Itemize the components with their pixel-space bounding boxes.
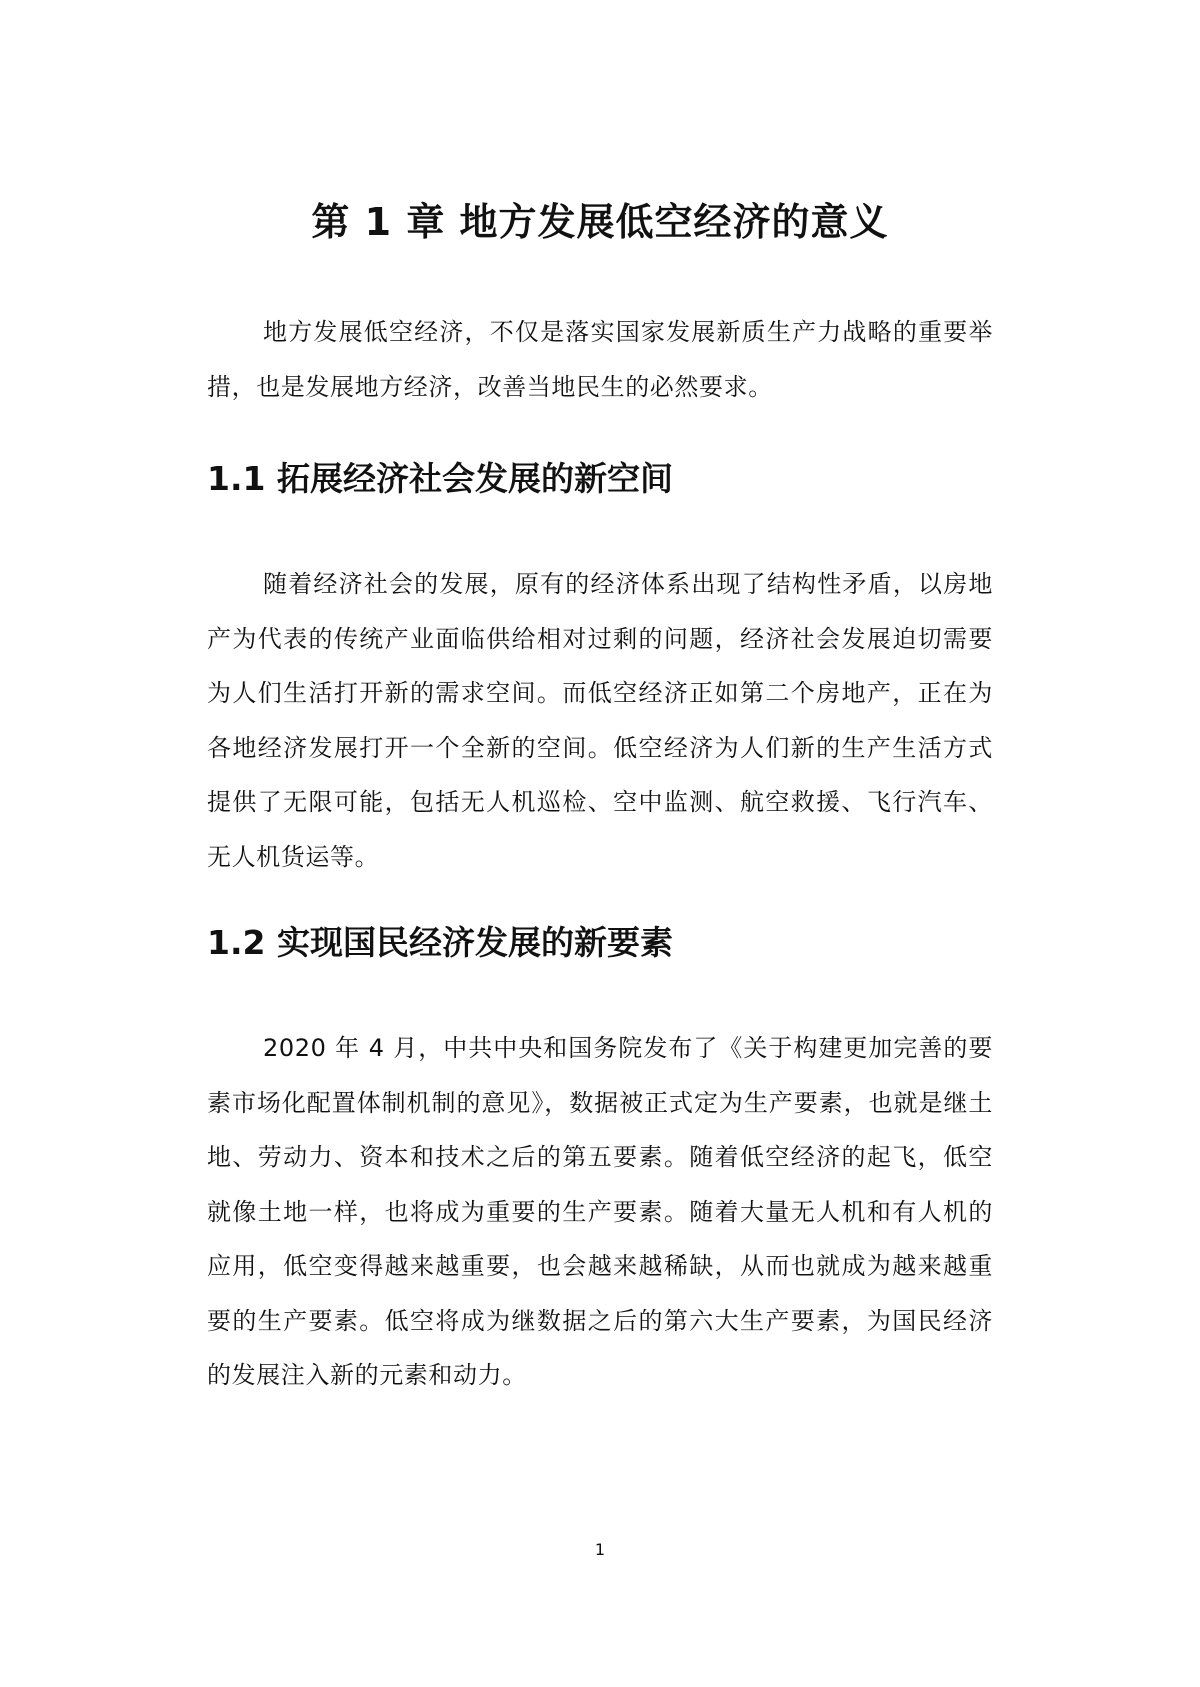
- section-heading-1-2: 1.2 实现国民经济发展的新要素: [207, 923, 673, 962]
- intro-paragraph: 地方发展低空经济，不仅是落实国家发展新质生产力战略的重要举措，也是发展地方经济，改善当地民生的必然要求。: [207, 318, 993, 401]
- section-1-1-paragraph: 随着经济社会的发展，原有的经济体系出现了结构性矛盾，以房地产为代表的传统产业面临供给相对过剩的问题，经济社会发展迫切需要为人们生活打开新的需求空间。而低空经济正如第二个房地产，正在为各地经济发展打开一个全新的空间。低空经济为人们新的生产生活方式提供了无限可能，包括无人机巡检、空中监测、航空救援、飞行汽车、无人机货运等。: [207, 570, 993, 871]
- page-number: 1: [594, 1540, 606, 1559]
- chapter-title: 第 1 章 地方发展低空经济的意义: [311, 200, 889, 244]
- section-1-2-paragraph: 2020 年 4 月，中共中央和国务院发布了《关于构建更加完善的要素市场化配置体制机制的意见》，数据被正式定为生产要素，也就是继土地、劳动力、资本和技术之后的第五要素。随着低空经济的起飞，低空就像土地一样，也将成为重要的生产要素。随着大量无人机和有人机的应用，低空变得越来越重要，也会越来越稀缺，从而也就成为越来越重要的生产要素。低空将成为继数据之后的第六大生产要素，为国民经济的发展注入新的元素和动力。: [207, 1034, 993, 1389]
- section-heading-1-1: 1.1 拓展经济社会发展的新空间: [207, 459, 673, 498]
